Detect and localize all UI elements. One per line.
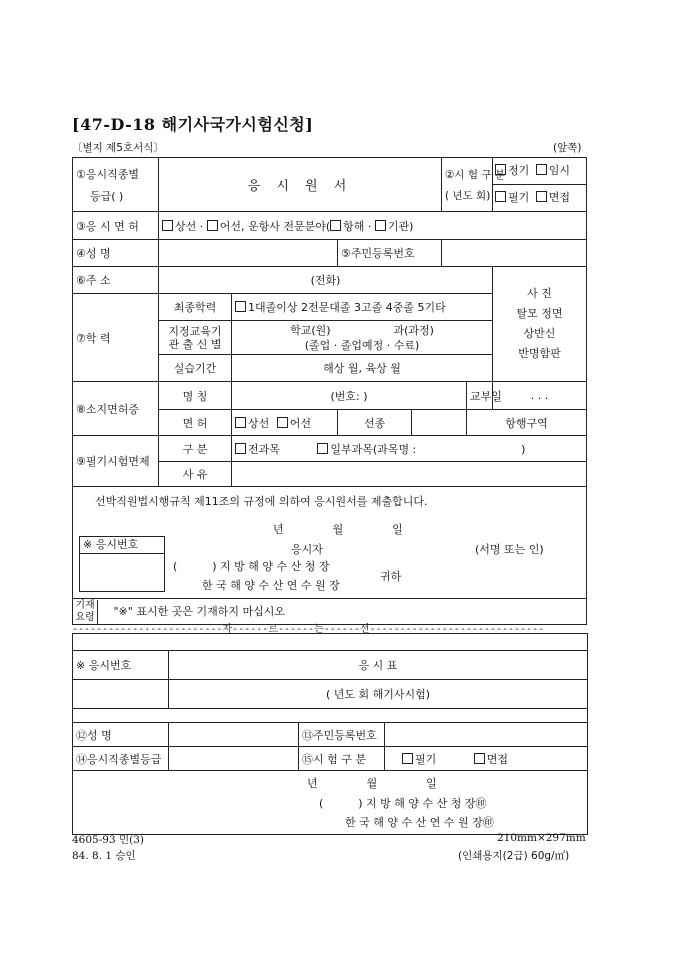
photo-box: 사 진 탈모 정면 상반신 반명함판 [493,267,587,382]
engine-checkbox[interactable] [375,220,386,231]
doc-title: 응 시 원 서 [159,158,442,212]
partial-subjects-checkbox[interactable] [317,443,328,454]
address-label: ⑥주 소 [73,267,159,294]
written-checkbox[interactable] [495,191,506,202]
notes-label: 기재 요령 [73,600,98,624]
training-institute: 한 국 해 양 수 산 연 수 원 장 [202,579,340,592]
exemption-reason-field[interactable] [232,462,587,487]
cut-line: -------------------------자------르------는------선----------------------------- [72,624,545,635]
held-merchant-checkbox[interactable] [235,417,246,428]
license-kind-label: 면 허 [159,410,232,436]
navigation-checkbox[interactable] [330,220,341,231]
ticket-number-label: ※ 응시번호 [73,651,169,680]
merchant-checkbox[interactable] [162,220,173,231]
approval-date: 84. 8. 1 승인 [72,850,136,862]
name-label: ④성 명 [73,240,159,267]
applicant-number-box[interactable]: ※ 응시번호 [79,536,165,592]
ticket-session: ( 년도 회 해기사시험) [169,680,588,709]
license-name-label: 명 칭 [159,382,232,410]
exam-type-options: 정기 임시 필기 면접 [493,158,587,212]
ship-type-field[interactable] [412,410,467,436]
ticket-date: 년 월 일 [307,777,437,790]
declaration-text: 선박직원법시행규칙 제11조의 규정에 의하여 응시원서를 제출합니다. [95,495,428,508]
exemption-reason-label: 사 유 [159,462,232,487]
ticket-exam-options: 필기 면접 [385,747,588,771]
reg-number-field[interactable] [442,240,587,267]
ticket-footer-section [73,771,588,835]
license-name-field[interactable]: (번호: ) [232,382,467,410]
application-form [72,157,587,625]
license-apply-label: ③응 시 면 허 [73,212,159,240]
paper-size: 210mm×297mm [497,832,586,844]
issue-date-label: 교부일 [467,382,493,410]
ticket-grade-field[interactable] [169,747,299,771]
name-field[interactable] [159,240,338,267]
page-side: (앞쪽) [553,142,582,154]
address-field[interactable]: (전화) [159,267,493,294]
ticket-title: 응 시 표 [169,651,588,680]
ticket-grade-label: ⑭응시직종별등급 [73,747,169,771]
training-label: 실습기간 [159,355,232,382]
held-fishing-checkbox[interactable] [277,417,288,428]
paper-type: (인쇄용지(2급) 60g/㎡) [458,850,570,862]
license-apply-options: 상선 · 어선, 운항사 전문분야( 항해 · 기관) [159,212,587,240]
form-number: 〔별지 제5호서식〕 [72,142,164,154]
ticket-training-institute: 한 국 해 양 수 산 연 수 원 장㊞ [345,816,494,829]
final-edu-checkbox [235,301,246,312]
ticket-name-field[interactable] [169,723,299,747]
all-subjects-checkbox[interactable] [235,443,246,454]
regular-checkbox[interactable] [495,164,506,175]
issue-date-field[interactable]: . . . [493,382,587,410]
regional-office: ( ) 지 방 해 양 수 산 청 장 [173,560,330,573]
form-code: 4605-93 민(3) [72,834,144,846]
reg-number-label: ⑤주민등록번호 [338,240,442,267]
exam-type-label: ②시 험 구 분 ( 년도 회) [442,158,493,212]
declaration-date: 년 월 일 [273,523,403,536]
fishing-checkbox[interactable] [207,220,218,231]
ship-type-label: 선종 [338,410,412,436]
interview-checkbox[interactable] [536,191,547,202]
declaration-section [73,487,587,599]
training-field[interactable]: 해상 월, 육상 월 [232,355,493,382]
admission-ticket [72,633,588,835]
ticket-number-field[interactable] [73,680,169,709]
grade-label: ①응시직종별 등급( ) [73,158,159,212]
route-label: 항행구역 [467,410,587,436]
special-checkbox[interactable] [536,164,547,175]
license-kind-options: 상선 어선 [232,410,338,436]
institution-field[interactable]: 학교(원) 과(과정) (졸업 · 졸업예정 · 수료) [232,321,493,355]
form-title: [47-D-18 해기사국가시험신청] [72,115,314,134]
ticket-written-checkbox[interactable] [402,753,413,764]
exemption-label: ⑨필기시험면제 [73,436,159,487]
honorific: 귀하 [380,570,402,583]
signature-label: (서명 또는 인) [475,543,544,556]
exemption-div-label: 구 분 [159,436,232,462]
held-license-label: ⑧소지면허증 [73,382,159,436]
final-edu-label: 최종학력 [159,294,232,321]
notes-text: "※" 표시한 곳은 기재하지 마십시오 [113,604,285,618]
institution-label: 지정교육기 관 출 신 별 [159,321,232,355]
ticket-regional-office: ( ) 지 방 해 양 수 산 청 장㊞ [319,797,487,810]
ticket-exam-label: ⑮시 험 구 분 [299,747,385,771]
ticket-reg-label: ⑬주민등록번호 [299,723,385,747]
ticket-name-label: ⑫성 명 [73,723,169,747]
ticket-reg-field[interactable] [385,723,588,747]
applicant-label: 응시자 [291,543,323,556]
final-edu-options[interactable]: 1대졸이상 2전문대졸 3고졸 4중졸 5기타 [232,294,493,321]
exemption-options: 전과목 일부과목(과목명 : ) [232,436,587,462]
education-label: ⑦학 력 [73,294,159,382]
ticket-interview-checkbox[interactable] [474,753,485,764]
